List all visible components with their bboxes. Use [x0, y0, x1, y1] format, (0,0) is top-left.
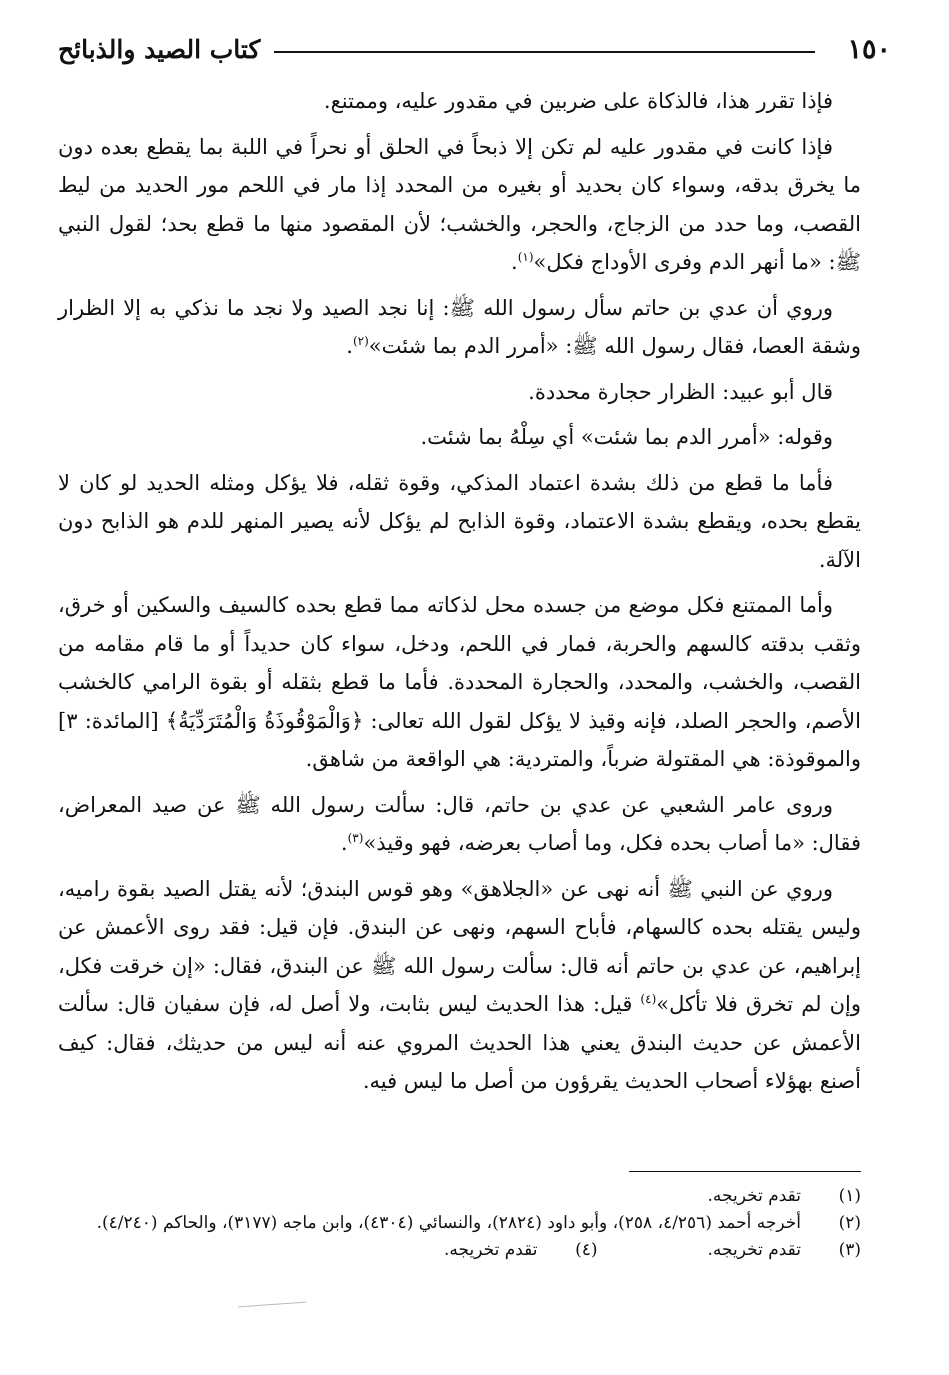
paragraph: وروي أن عدي بن حاتم سأل رسول الله ﷺ: إنا نجد الصيد ولا نجد ما نذكي به إلا الظرار وشقة العصا، فقال رسول الله ﷺ: «أمرر الدم بما شئت»$^{(٢)}$. [58, 295, 861, 358]
main-text [58, 82, 861, 1108]
footnote-ref: (٣) [347, 831, 364, 845]
book-title: كتاب الصيد والذبائح [58, 34, 261, 64]
page-number: ١٥٠ [847, 33, 891, 65]
footnote-2: (٢) أخرجه أحمد (٤/٢٥٦، ٢٥٨)، وأبو داود (٢٨٢٤)، والنسائي (٤٣٠٤)، وابن ماجه (٣١٧٧)، والحاكم (٤/٢٤٠). [96, 1213, 861, 1233]
paragraph: وروي عن النبي ﷺ أنه نهى عن «الجلاهق» وهو قوس البندق؛ لأنه يقتل الصيد بقوة راميه، وليس يقتله بحده كالسهام، فأباح السهم، ونهى عن البندق. فإن قيل: فقد روى الأعمش عن إبراهيم، عن عدي بن حاتم أنه قال: سألت رسول الله ﷺ عن البندق، فقال: «إن خرقت فكل، وإن لم تخرق فلا تأكل»$^{(٤)}$ قيل: هذا الحديث ليس بثابت، ولا أصل له، فإن سفيان قال: سألت الأعمش عن حديث البندق يعني هذا الحديث المروي عنه أنه ليس من حديثك، فقال: كيف أصنع بهؤلاء أصحاب الحديث يقرؤون من أصل ما ليس فيه. [58, 876, 861, 1093]
paragraph: فإذا تقرر هذا، فالذكاة على ضربين في مقدور عليه، وممتنع. [323, 89, 833, 113]
footnotes-3-4 [58, 1237, 861, 1264]
footnote-3-text: تقدم تخريجه. [707, 1240, 801, 1260]
running-header [58, 30, 891, 68]
footnote-1: (١) تقدم تخريجه. [707, 1186, 861, 1206]
footnote-4-text: تقدم تخريجه. [444, 1240, 538, 1260]
paragraph: وروى عامر الشعبي عن عدي بن حاتم، قال: سألت رسول الله ﷺ عن صيد المعراض، فقال: «ما أصاب بحده فكل، وما أصاب بعرضه، فهو وقيذ»$^{(٣)}$. [58, 792, 861, 855]
scan-mark [238, 1302, 306, 1308]
footnote-3-num: (٣) [838, 1240, 861, 1260]
paragraph: وأما الممتنع فكل موضع من جسده محل لذكاته مما قطع بحده كالسيف والسكين أو خرق، وثقب بدقته كالسهم والحربة، فمار في اللحم، ودخل، سواء كان حديداً أو ما قام مقامه من القصب، والخشب، والمحدد، والحجارة المحددة. فأما ما قطع بثقله أو بقوة الرامي كالخشب الأصم، والحجر الصلد، فإنه وقيذ لا يؤكل لقول الله تعالى: ﴿وَالْمَوْقُوذَةُ وَالْمُتَرَدِّيَةُ﴾ [المائدة: ٣] والموقوذة: هي المقتولة ضرباً، والمتردية: هي الواقعة من شاهق. [58, 593, 861, 771]
footnote-ref: (١) [517, 250, 534, 264]
footnote-ref: (٤) [640, 992, 657, 1006]
footnote-ref: (٢) [352, 334, 369, 348]
paragraph: فأما ما قطع من ذلك بشدة اعتماد المذكي، وقوة ثقله، فلا يؤكل ومثله الحديد لو كان لا يقطع بحده، ويقطع بشدة الاعتماد، وقوة الذابح لم يؤكل لأنه يصير المنهر للدم هو الذابح دون الآلة. [58, 470, 861, 572]
paragraph: وقوله: «أمرر الدم بما شئت» أي سِلْهُ بما شئت. [420, 425, 833, 449]
footnotes [58, 1183, 861, 1264]
paragraph: قال أبو عبيد: الظرار حجارة محددة. [528, 379, 833, 404]
paragraph: فإذا كانت في مقدور عليه لم تكن إلا ذبحاً في الحلق أو نحراً في اللبة بما يقطع بعده دون ما يخرق بدقه، وسواء كان بحديد أو بغيره من المحدد إذا مار في اللحم مور الحديد من ليط القصب، وما حدد من الزجاج، والحجر، والخشب؛ لأن المقصود منها ما قطع بحد؛ لقول النبي ﷺ: «ما أنهر الدم وفرى الأوداج فكل»$^{(١)}$. [58, 134, 861, 274]
footnote-separator [629, 1171, 861, 1172]
footnote-4-num: (٤) [575, 1240, 598, 1260]
header-rule [274, 51, 815, 53]
